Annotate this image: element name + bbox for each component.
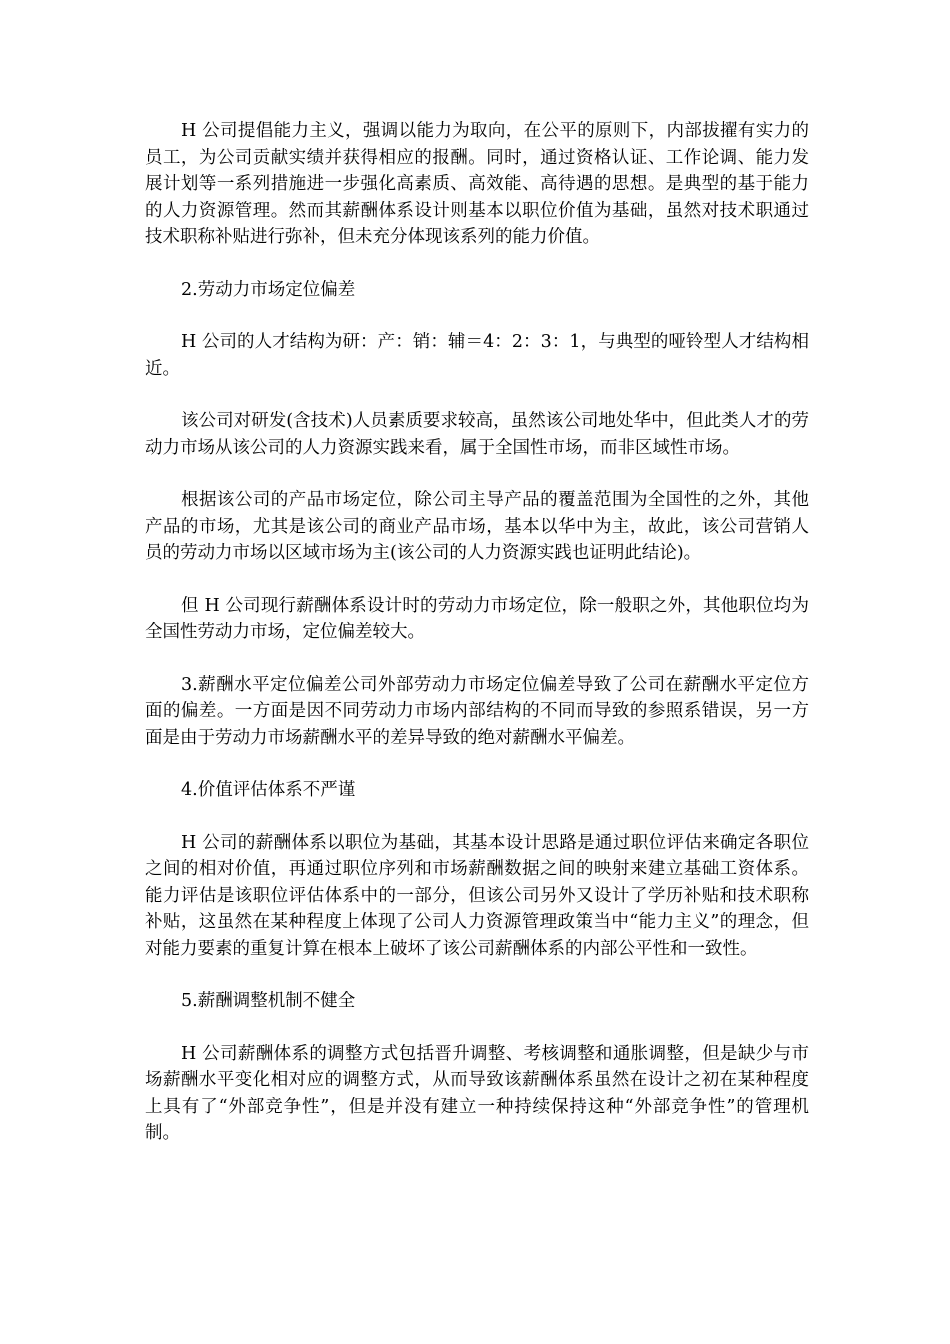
paragraph-adjustment-methods: H 公司薪酬体系的调整方式包括晋升调整、考核调整和通胀调整，但是缺少与市场薪酬水平变化相对应的调整方式，从而导致该薪酬体系虽然在设计之初在某种程度上具有了“外部竞争性”，但是并没有建立一种持续保持这种“外部竞争性”的管理机制。 — [145, 1043, 809, 1143]
paragraph-product-market: 根据该公司的产品市场定位，除公司主导产品的覆盖范围为全国性的之外，其他产品的市场，尤其是该公司的商业产品市场，基本以华中为主，故此，该公司营销人员的劳动力市场以区域市场为主(该公司的人力资源实践也证明此结论)。 — [145, 490, 809, 563]
paragraph-pay-level-deviation: 3.薪酬水平定位偏差公司外部劳动力市场定位偏差导致了公司在薪酬水平定位方面的偏差。一方面是因不同劳动力市场内部结构的不同而导致的参照系错误，另一方面是由于劳动力市场薪酬水平的差异导致的绝对薪酬水平偏差。 — [145, 674, 809, 748]
paragraph-position-based-pay: H 公司的薪酬体系以职位为基础，其基本设计思路是通过职位评估来确定各职位之间的相对价值，再通过职位序列和市场薪酬数据之间的映射来建立基础工资体系。能力评估是该职位评估体系中的一部分，但该公司另外又设计了学历补贴和技术职称补贴，这虽然在某种程度上体现了公司人力资源管理政策当中“能力主义”的理念，但对能力要素的重复计算在根本上破坏了该公司薪酬体系的内部公平性和一致性。 — [145, 832, 809, 959]
heading-labor-market-deviation: 2.劳动力市场定位偏差 — [181, 279, 356, 300]
paragraph-rd-labor-market: 该公司对研发(含技术)人员素质要求较高，虽然该公司地处华中，但此类人才的劳动力市场从该公司的人力资源实践来看，属于全国性市场，而非区域性市场。 — [145, 411, 809, 458]
document-page — [145, 118, 809, 1173]
paragraph-current-positioning: 但 H 公司现行薪酬体系设计时的劳动力市场定位，除一般职之外，其他职位均为全国性劳动力市场，定位偏差较大。 — [145, 595, 809, 642]
paragraph-talent-structure: H 公司的人才结构为研：产：销：辅＝4：2：3：1，与典型的哑铃型人才结构相近。 — [145, 332, 809, 379]
heading-value-assessment: 4.价值评估体系不严谨 — [181, 780, 356, 800]
paragraph-competency-principle: H 公司提倡能力主义，强调以能力为取向，在公平的原则下，内部拔擢有实力的员工，为公司贡献实绩并获得相应的报酬。同时，通过资格认证、工作论调、能力发展计划等一系列措施进一步强化高素质、高效能、高待遇的思想。是典型的基于能力的人力资源管理。然而其薪酬体系设计则基本以职位价值为基础，虽然对技术职通过技术职称补贴进行弥补，但未充分体现该系列的能力价值。 — [145, 121, 809, 247]
heading-adjustment-mechanism: 5.薪酬调整机制不健全 — [181, 991, 356, 1011]
